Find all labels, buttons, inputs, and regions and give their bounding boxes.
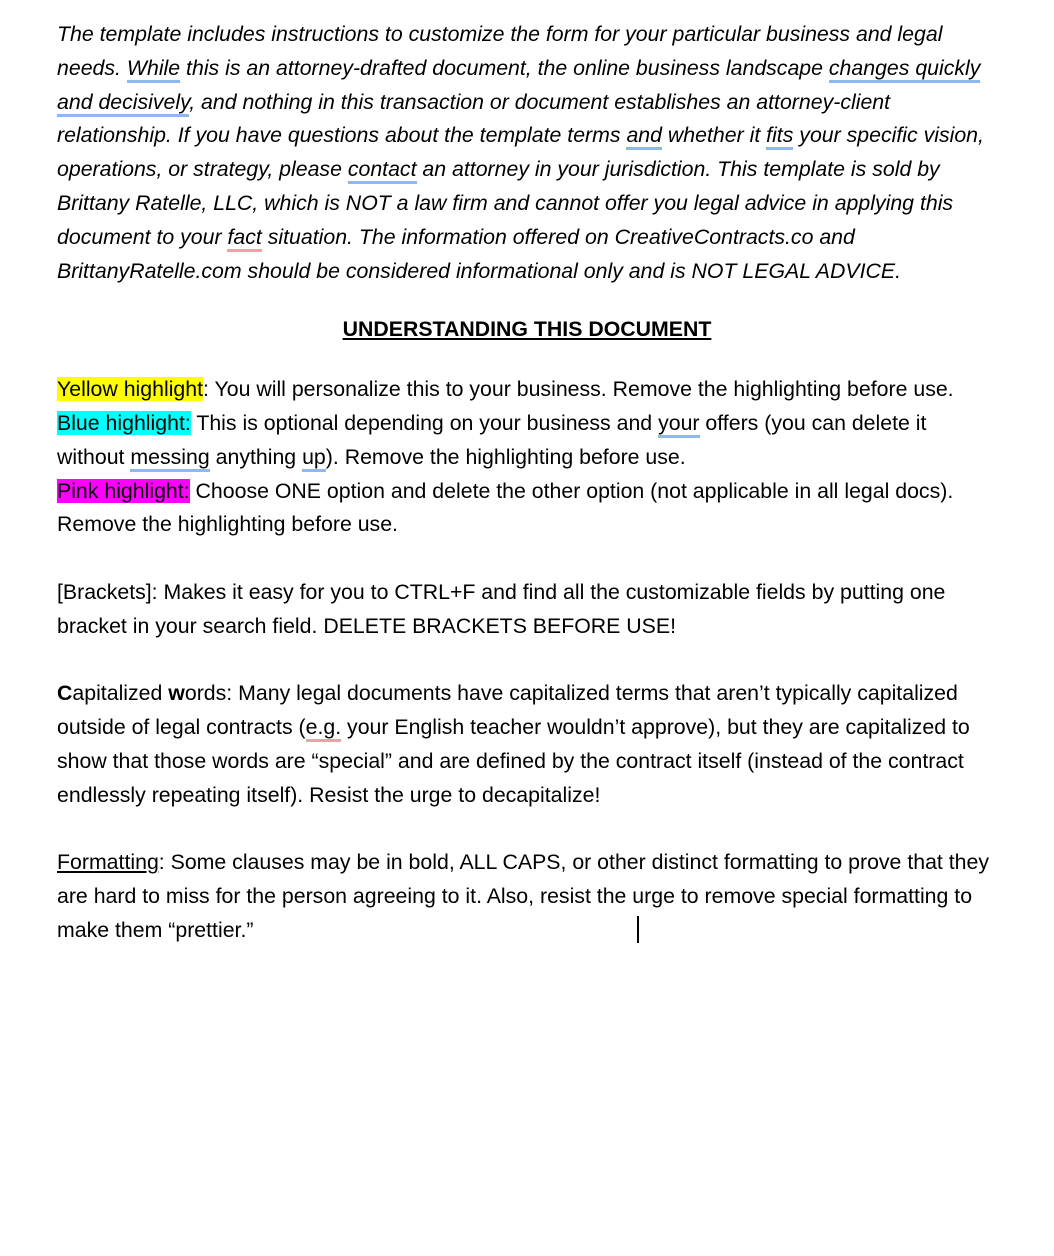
bold-letter-w: w: [168, 681, 185, 706]
pink-highlight-text: Choose ONE option and delete the other option (not applicable in all legal docs). Remove the highlighting before use.: [57, 478, 954, 537]
text-cursor: [637, 916, 639, 943]
section-heading: UNDERSTANDING THIS DOCUMENT: [342, 317, 712, 342]
capitalized-text: your English teacher wouldn’t approve), but they are capitalized to show that those words are “special” and are defined by the contract itself (instead of the contract endlessly repeating itself). Resist the urge to decapitalize!: [57, 715, 970, 807]
yellow-highlight-legend: [57, 373, 997, 407]
formatting-explanation: [57, 846, 997, 947]
brackets-explanation: [Brackets]: Makes it easy for you to CTRL+F and find all the customizable fields by putting one bracket in your search field. DELETE BRACKETS BEFORE USE!: [57, 579, 946, 638]
blue-highlight-text: ). Remove the highlighting before use.: [325, 444, 686, 469]
intro-disclaimer: [57, 18, 997, 288]
grammar-flag-messing[interactable]: messing: [130, 445, 209, 472]
blue-highlight-label: Blue highlight:: [57, 410, 191, 435]
spelling-flag-fact[interactable]: fact: [227, 225, 261, 252]
yellow-highlight-label: Yellow highlight: [57, 377, 204, 402]
capitalized-words-explanation: [57, 677, 997, 812]
intro-text: situation. The information offered on CreativeContracts.co and BrittanyRatelle.com should be considered informational only and is NOT LEGAL ADVICE.: [57, 224, 902, 283]
formatting-text: : Some clauses may be in bold, ALL CAPS, or other distinct formatting to prove that they are hard to miss for the person agreeing to it. Also, resist the urge to remove special formatting to make them “prettier.”: [57, 850, 990, 942]
spelling-flag-eg[interactable]: e.g.: [306, 715, 342, 742]
capitalized-text: ords: Many legal documents have capitalized terms that aren’t typically capitalized outside of legal contracts (: [57, 681, 958, 740]
grammar-flag-up[interactable]: up: [302, 445, 326, 472]
intro-text: The template includes instructions to customize the form for your particular business and legal needs.: [57, 22, 943, 80]
intro-text: , and nothing in this transaction or document establishes an attorney-client relationship. If you have questions about the template terms: [57, 89, 891, 148]
capitalized-text: apitalized: [72, 681, 169, 706]
blue-highlight-legend: [57, 407, 997, 475]
grammar-flag-your[interactable]: your: [658, 411, 699, 438]
blue-highlight-text: offers (you can delete it without: [57, 410, 927, 469]
grammar-flag-while[interactable]: While: [127, 56, 180, 83]
formatting-label: Formatting: [57, 850, 159, 875]
intro-text: an attorney in your jurisdiction. This template is sold by Brittany Ratelle, LLC, which is NOT a law firm and cannot offer you legal advice in applying this document to your: [57, 157, 954, 249]
pink-highlight-legend: [57, 475, 997, 543]
grammar-flag-fits[interactable]: fits: [766, 123, 793, 150]
intro-text: your specific vision, operations, or strategy, please: [57, 123, 984, 182]
blue-highlight-text: anything: [209, 444, 303, 469]
grammar-flag-and[interactable]: and: [626, 123, 662, 150]
intro-text: this is an attorney-drafted document, the online business landscape: [180, 55, 829, 80]
bold-letter-c: C: [57, 681, 73, 706]
yellow-highlight-text: : You will personalize this to your business. Remove the highlighting before use.: [203, 377, 954, 402]
document-page: [57, 18, 997, 948]
grammar-flag-contact[interactable]: contact: [348, 157, 417, 184]
grammar-flag-changes[interactable]: changes quickly and decisively: [57, 56, 980, 117]
intro-text: whether it: [661, 123, 767, 148]
blue-highlight-text: This is optional depending on your business and: [190, 410, 659, 435]
pink-highlight-label: Pink highlight:: [57, 478, 190, 503]
